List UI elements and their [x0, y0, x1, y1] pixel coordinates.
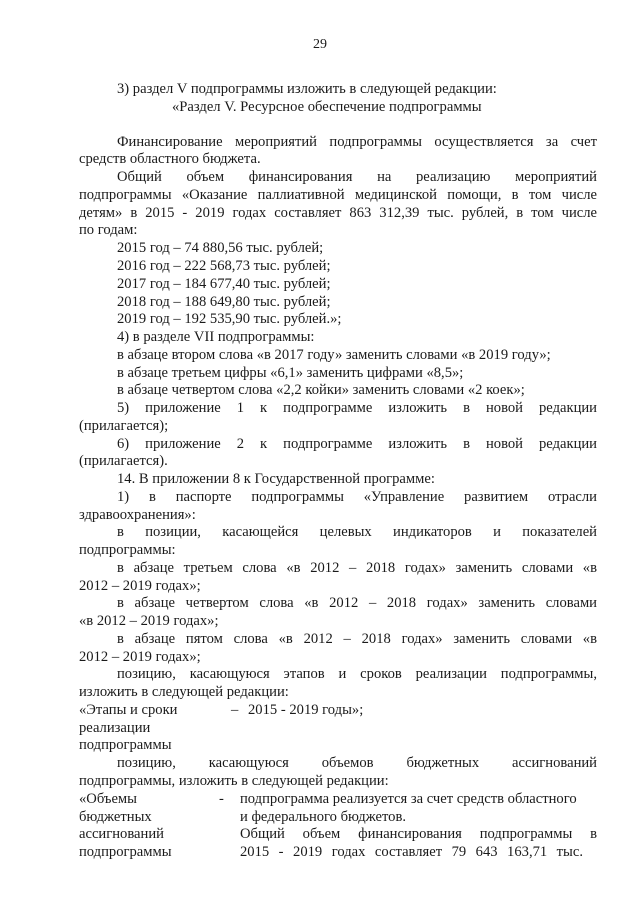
text-line: в абзаце четвертом слова «в 2012 – 2018 годах» заменить словами	[117, 595, 597, 611]
text-line: детям» в 2015 - 2019 годах составляет 863 312,39 тыс. рублей, в том числе	[79, 205, 597, 221]
table-cell-value: 2015 - 2019 годах составляет 79 643 163,71 тыс.	[240, 844, 583, 860]
table-cell-label: бюджетных	[79, 809, 152, 825]
text-line: подпрограммы «Оказание паллиативной медицинской помощи, в том числе	[79, 187, 597, 203]
table-cell-label: подпрограммы	[79, 737, 172, 753]
table-cell-value: 2015 - 2019 годы»;	[248, 702, 364, 718]
table-cell-label: «Этапы и сроки	[79, 702, 178, 718]
table-cell-label: подпрограммы	[79, 844, 172, 860]
text-line: подпрограммы:	[79, 542, 176, 558]
text-line: 14. В приложении 8 к Государственной программе:	[117, 471, 435, 487]
text-line: в абзаце третьем слова «в 2012 – 2018 годах» заменить словами «в	[117, 560, 597, 576]
text-line: по годам:	[79, 222, 138, 238]
table-cell-value: подпрограмма реализуется за счет средств областного	[240, 791, 577, 807]
text-line: 2018 год – 188 649,80 тыс. рублей;	[117, 294, 331, 310]
text-line: 2012 – 2019 годах»;	[79, 578, 201, 594]
text-line: 2017 год – 184 677,40 тыс. рублей;	[117, 276, 331, 292]
table-cell-label: «Объемы	[79, 791, 137, 807]
table-cell-value: и федерального бюджетов.	[240, 809, 407, 825]
table-cell-label: ассигнований	[79, 826, 164, 842]
text-line: Финансирование мероприятий подпрограммы осуществляется за счет	[117, 134, 597, 150]
text-line: (прилагается);	[79, 418, 169, 434]
text-line: изложить в следующей редакции:	[79, 684, 289, 700]
table-cell-label: реализации	[79, 720, 151, 736]
text-line: позицию, касающуюся этапов и сроков реализации подпрограммы,	[117, 666, 597, 682]
text-line: 4) в разделе VII подпрограммы:	[117, 329, 315, 345]
text-line: 5) приложение 1 к подпрограмме изложить в новой редакции	[117, 400, 597, 416]
text-line: в абзаце втором слова «в 2017 году» заменить словами «в 2019 году»;	[117, 347, 551, 363]
text-line: 3) раздел V подпрограммы изложить в следующей редакции:	[117, 81, 497, 97]
text-line: в позиции, касающейся целевых индикаторов и показателей	[117, 524, 597, 540]
table-cell-dash: -	[219, 791, 224, 807]
text-line: 2019 год – 192 535,90 тыс. рублей.»;	[117, 311, 342, 327]
text-line: в абзаце четвертом слова «2,2 койки» заменить словами «2 коек»;	[117, 382, 525, 398]
text-line: позицию, касающуюся объемов бюджетных ассигнований	[117, 755, 597, 771]
page-number: 29	[313, 37, 327, 52]
text-line: средств областного бюджета.	[79, 151, 261, 167]
text-line: 6) приложение 2 к подпрограмме изложить в новой редакции	[117, 436, 597, 452]
text-line: 2012 – 2019 годах»;	[79, 649, 201, 665]
text-line: подпрограммы, изложить в следующей редакции:	[79, 773, 389, 789]
text-line: 1) в паспорте подпрограммы «Управление развитием отрасли	[117, 489, 597, 505]
text-line: здравоохранения»:	[79, 507, 196, 523]
text-line: (прилагается).	[79, 453, 168, 469]
text-line: Общий объем финансирования на реализацию мероприятий	[117, 169, 597, 185]
text-line: в абзаце пятом слова «в 2012 – 2018 годах» заменить словами «в	[117, 631, 597, 647]
text-line: 2015 год – 74 880,56 тыс. рублей;	[117, 240, 324, 256]
text-line: «в 2012 – 2019 годах»;	[79, 613, 219, 629]
table-cell-value: Общий объем финансирования подпрограммы в	[240, 826, 597, 842]
table-cell-dash: –	[231, 702, 239, 718]
section-heading: «Раздел V. Ресурсное обеспечение подпрограммы	[172, 99, 482, 115]
text-line: в абзаце третьем цифры «6,1» заменить цифрами «8,5»;	[117, 365, 464, 381]
text-line: 2016 год – 222 568,73 тыс. рублей;	[117, 258, 331, 274]
